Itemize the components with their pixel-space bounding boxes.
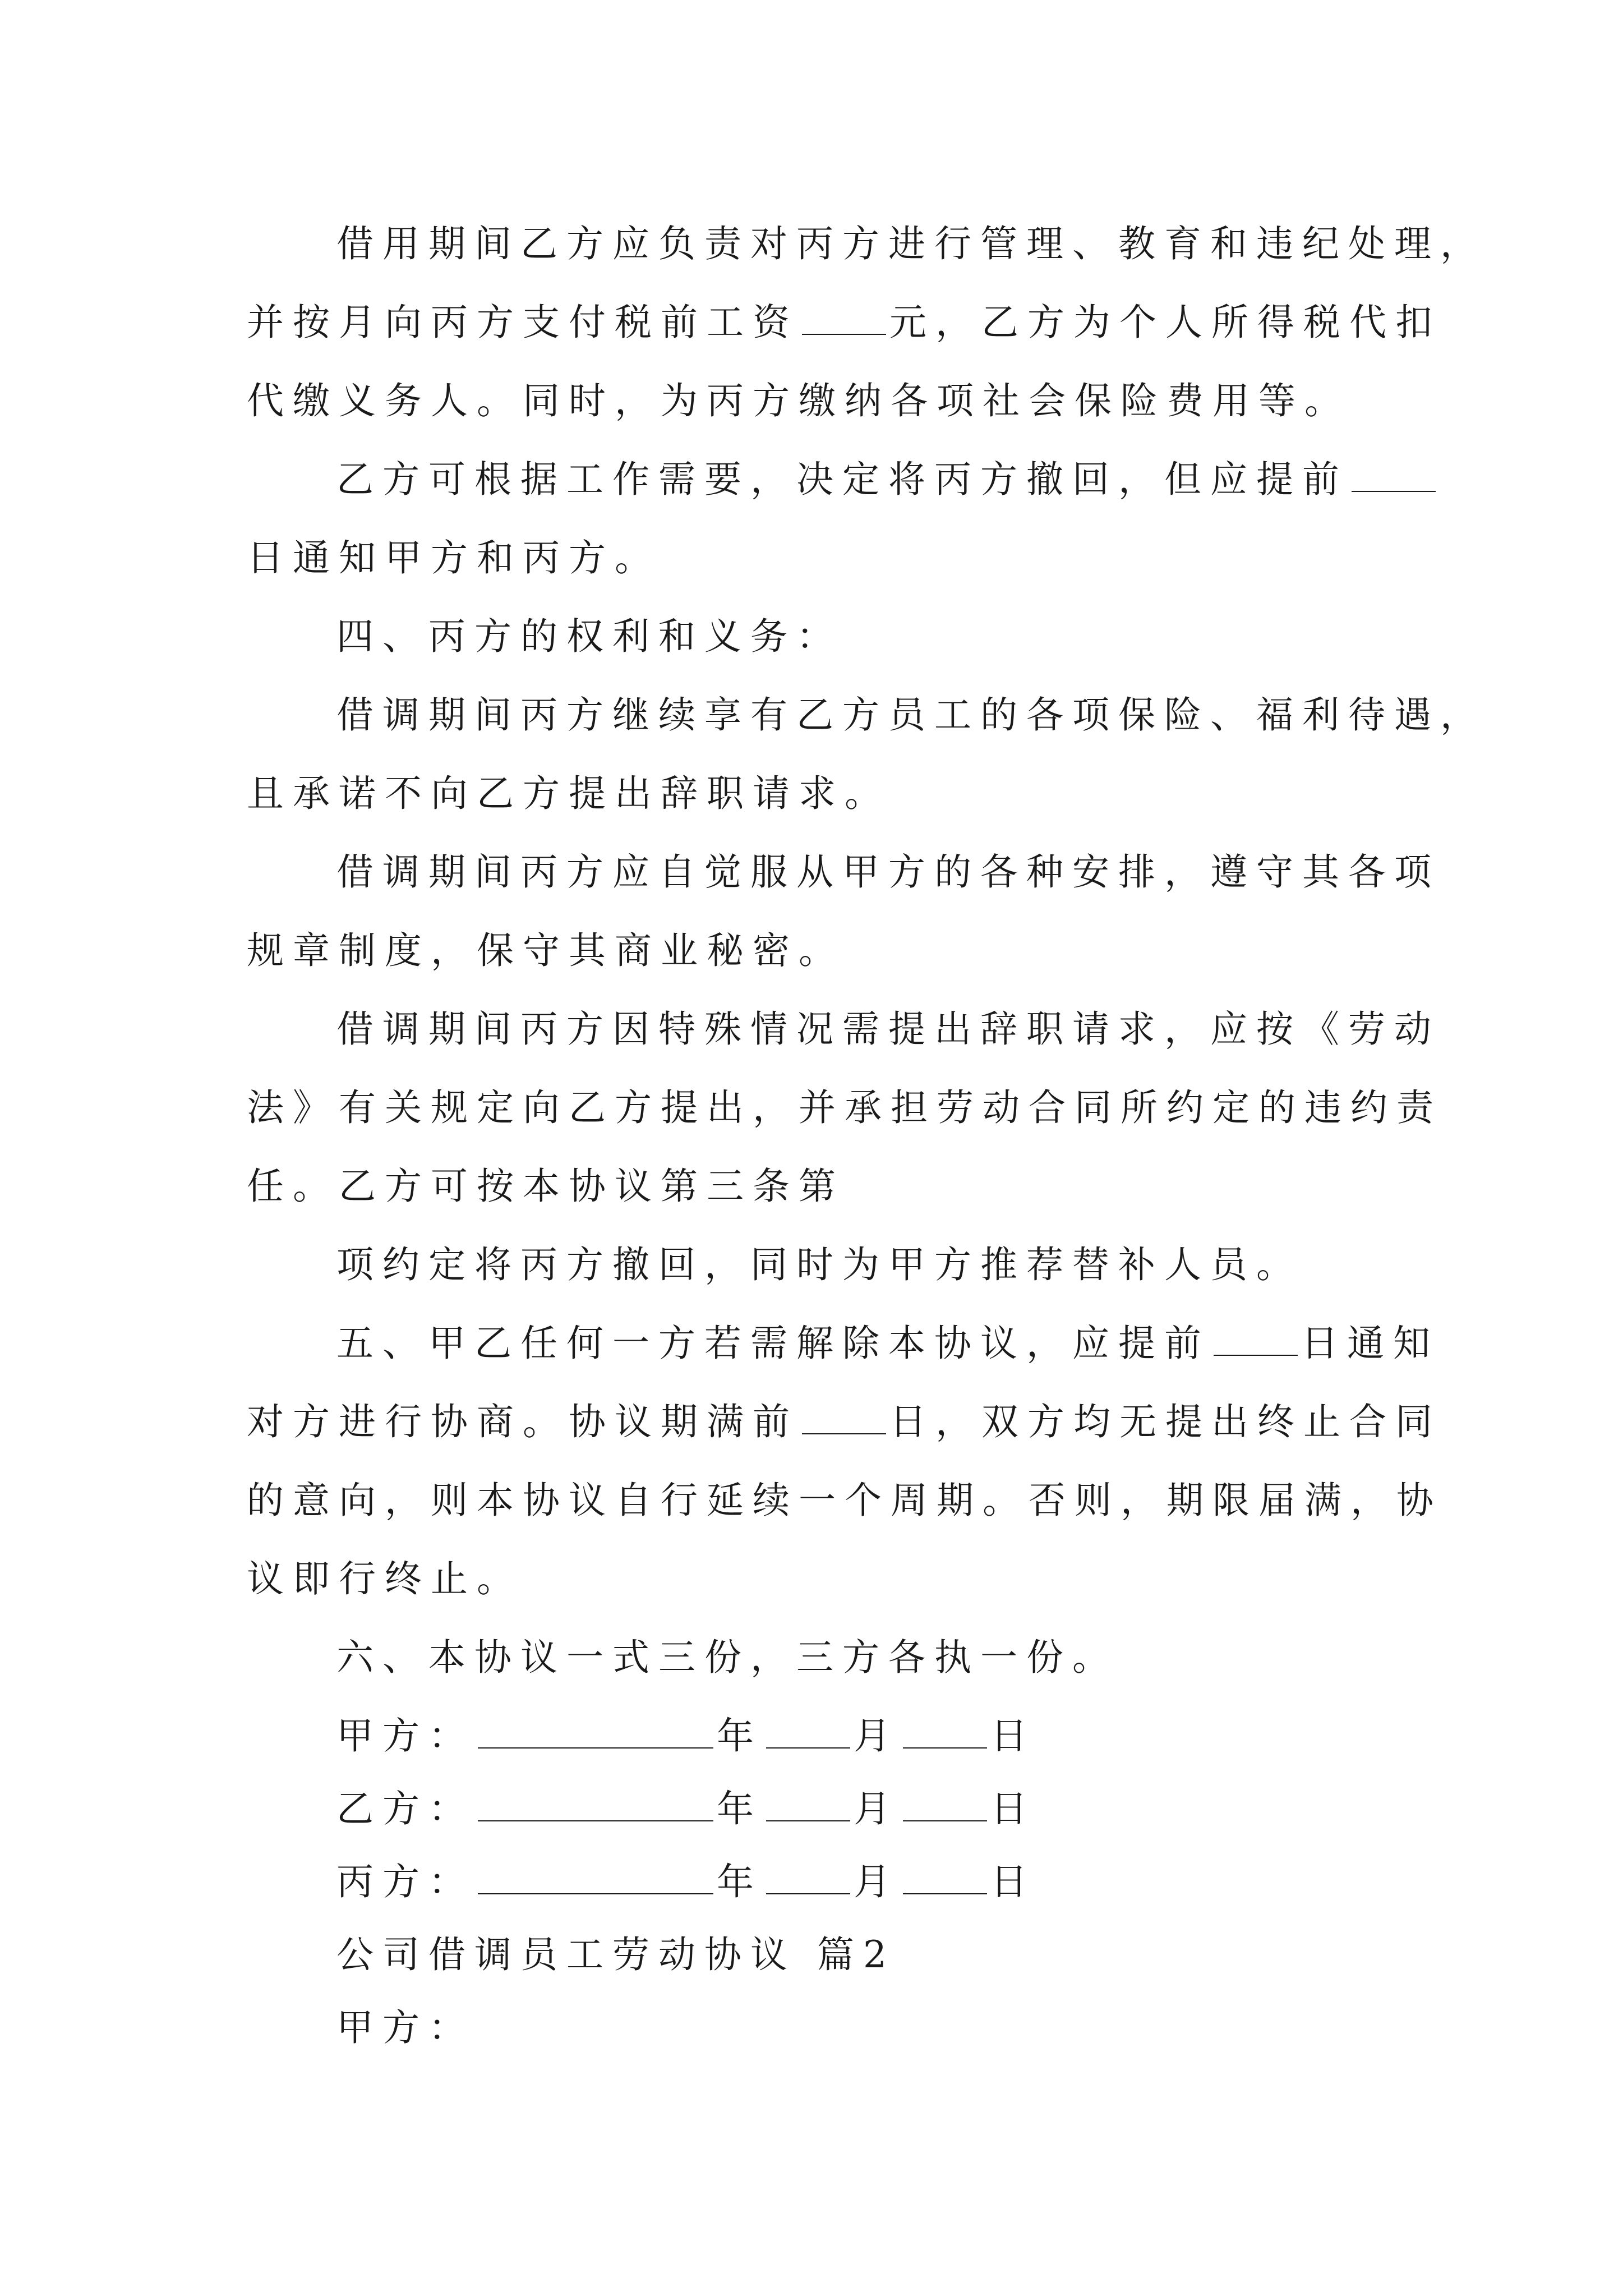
day-blank: [903, 1860, 987, 1894]
paragraph-line: [247, 1083, 1442, 1133]
text: 借调期间丙方因特殊情况需提出辞职请求，应按《劳动: [336, 1007, 1440, 1051]
month-blank: [766, 1714, 850, 1749]
text: 日通知甲方和丙方。: [247, 536, 661, 579]
day-label: 日: [990, 1787, 1036, 1830]
text: 六、本协议一式三份，三方各执一份。: [336, 1636, 1118, 1679]
paragraph-line: [247, 376, 1350, 426]
signature-blank: [478, 1860, 713, 1894]
paragraph-line: [247, 533, 661, 583]
paragraph-line: [247, 1554, 523, 1604]
paragraph-line: [336, 1240, 1302, 1290]
text: 任。乙方可按本协议第三条第: [247, 1165, 845, 1208]
fill-blank: [802, 1400, 886, 1434]
text: 五、甲乙任何一方若需解除本协议，应提前: [336, 1322, 1210, 1365]
text: 甲方：: [336, 2006, 474, 2049]
signature-blank: [478, 1787, 713, 1821]
signature-line-party-c: [336, 1857, 1036, 1907]
party-label: 甲方：: [336, 1714, 474, 1757]
text: 借调期间丙方继续享有乙方员工的各项保险、福利待遇，: [336, 693, 1486, 737]
text: 的意向，则本协议自行延续一个周期。否则，期限届满，协: [247, 1479, 1442, 1522]
day-label: 日: [990, 1860, 1036, 1903]
party-label: 丙方：: [336, 1860, 474, 1903]
text: 对方进行协商。协议期满前: [247, 1400, 799, 1443]
year-label: 年: [717, 1714, 763, 1757]
text: 日通知: [1301, 1322, 1439, 1365]
text: 日，双方均无提出终止合同: [889, 1400, 1441, 1443]
text: 项约定将丙方撤回，同时为甲方推荐替补人员。: [336, 1243, 1302, 1286]
text: 代缴义务人。同时，为丙方缴纳各项社会保险费用等。: [247, 379, 1350, 422]
fill-blank: [1214, 1321, 1298, 1356]
fill-blank: [1352, 457, 1436, 492]
text: 四、丙方的权利和义务：: [336, 615, 842, 658]
party-label: 乙方：: [336, 1787, 474, 1830]
paragraph-line: [336, 847, 1440, 898]
paragraph-line: [247, 769, 891, 819]
paragraph-line: [247, 1397, 1441, 1447]
text: 且承诺不向乙方提出辞职请求。: [247, 772, 891, 815]
text: 议即行终止。: [247, 1557, 523, 1600]
text: 并按月向丙方支付税前工资: [247, 301, 799, 344]
year-label: 年: [717, 1860, 763, 1903]
paragraph-line: [247, 926, 845, 976]
text: 乙方可根据工作需要，决定将丙方撤回，但应提前: [336, 458, 1348, 501]
day-blank: [903, 1787, 987, 1821]
paragraph-line: [336, 1318, 1439, 1369]
text: 公司借调员工劳动协议 篇2: [336, 1933, 896, 1976]
month-label: 月: [854, 1860, 900, 1903]
month-blank: [766, 1787, 850, 1821]
month-label: 月: [854, 1787, 900, 1830]
text: 元，乙方为个人所得税代扣: [889, 301, 1441, 344]
month-blank: [766, 1860, 850, 1894]
text: 借用期间乙方应负责对丙方进行管理、教育和违纪处理，: [336, 222, 1486, 265]
paragraph-line: [336, 690, 1486, 740]
paragraph-line: [247, 1161, 845, 1212]
day-label: 日: [990, 1714, 1036, 1757]
section-heading: [336, 611, 842, 662]
paragraph-line: [336, 454, 1439, 505]
month-label: 月: [854, 1714, 900, 1757]
text: 借调期间丙方应自觉服从甲方的各种安排，遵守其各项: [336, 850, 1440, 894]
text: 规章制度，保守其商业秘密。: [247, 929, 845, 972]
year-label: 年: [717, 1787, 763, 1830]
signature-line-party-a: [336, 1711, 1036, 1761]
day-blank: [903, 1714, 987, 1749]
signature-blank: [478, 1714, 713, 1749]
paragraph-line: [247, 297, 1441, 348]
fill-blank: [802, 300, 886, 335]
paragraph-line: [336, 1004, 1440, 1055]
signature-line-party-b: [336, 1784, 1036, 1834]
paragraph-line: [336, 1632, 1118, 1683]
paragraph-line: [336, 219, 1486, 269]
next-section-title: [336, 1930, 896, 1980]
next-party-label: [336, 2003, 474, 2053]
text: 法》有关规定向乙方提出，并承担劳动合同所约定的违约责: [247, 1086, 1442, 1129]
paragraph-line: [247, 1475, 1442, 1526]
